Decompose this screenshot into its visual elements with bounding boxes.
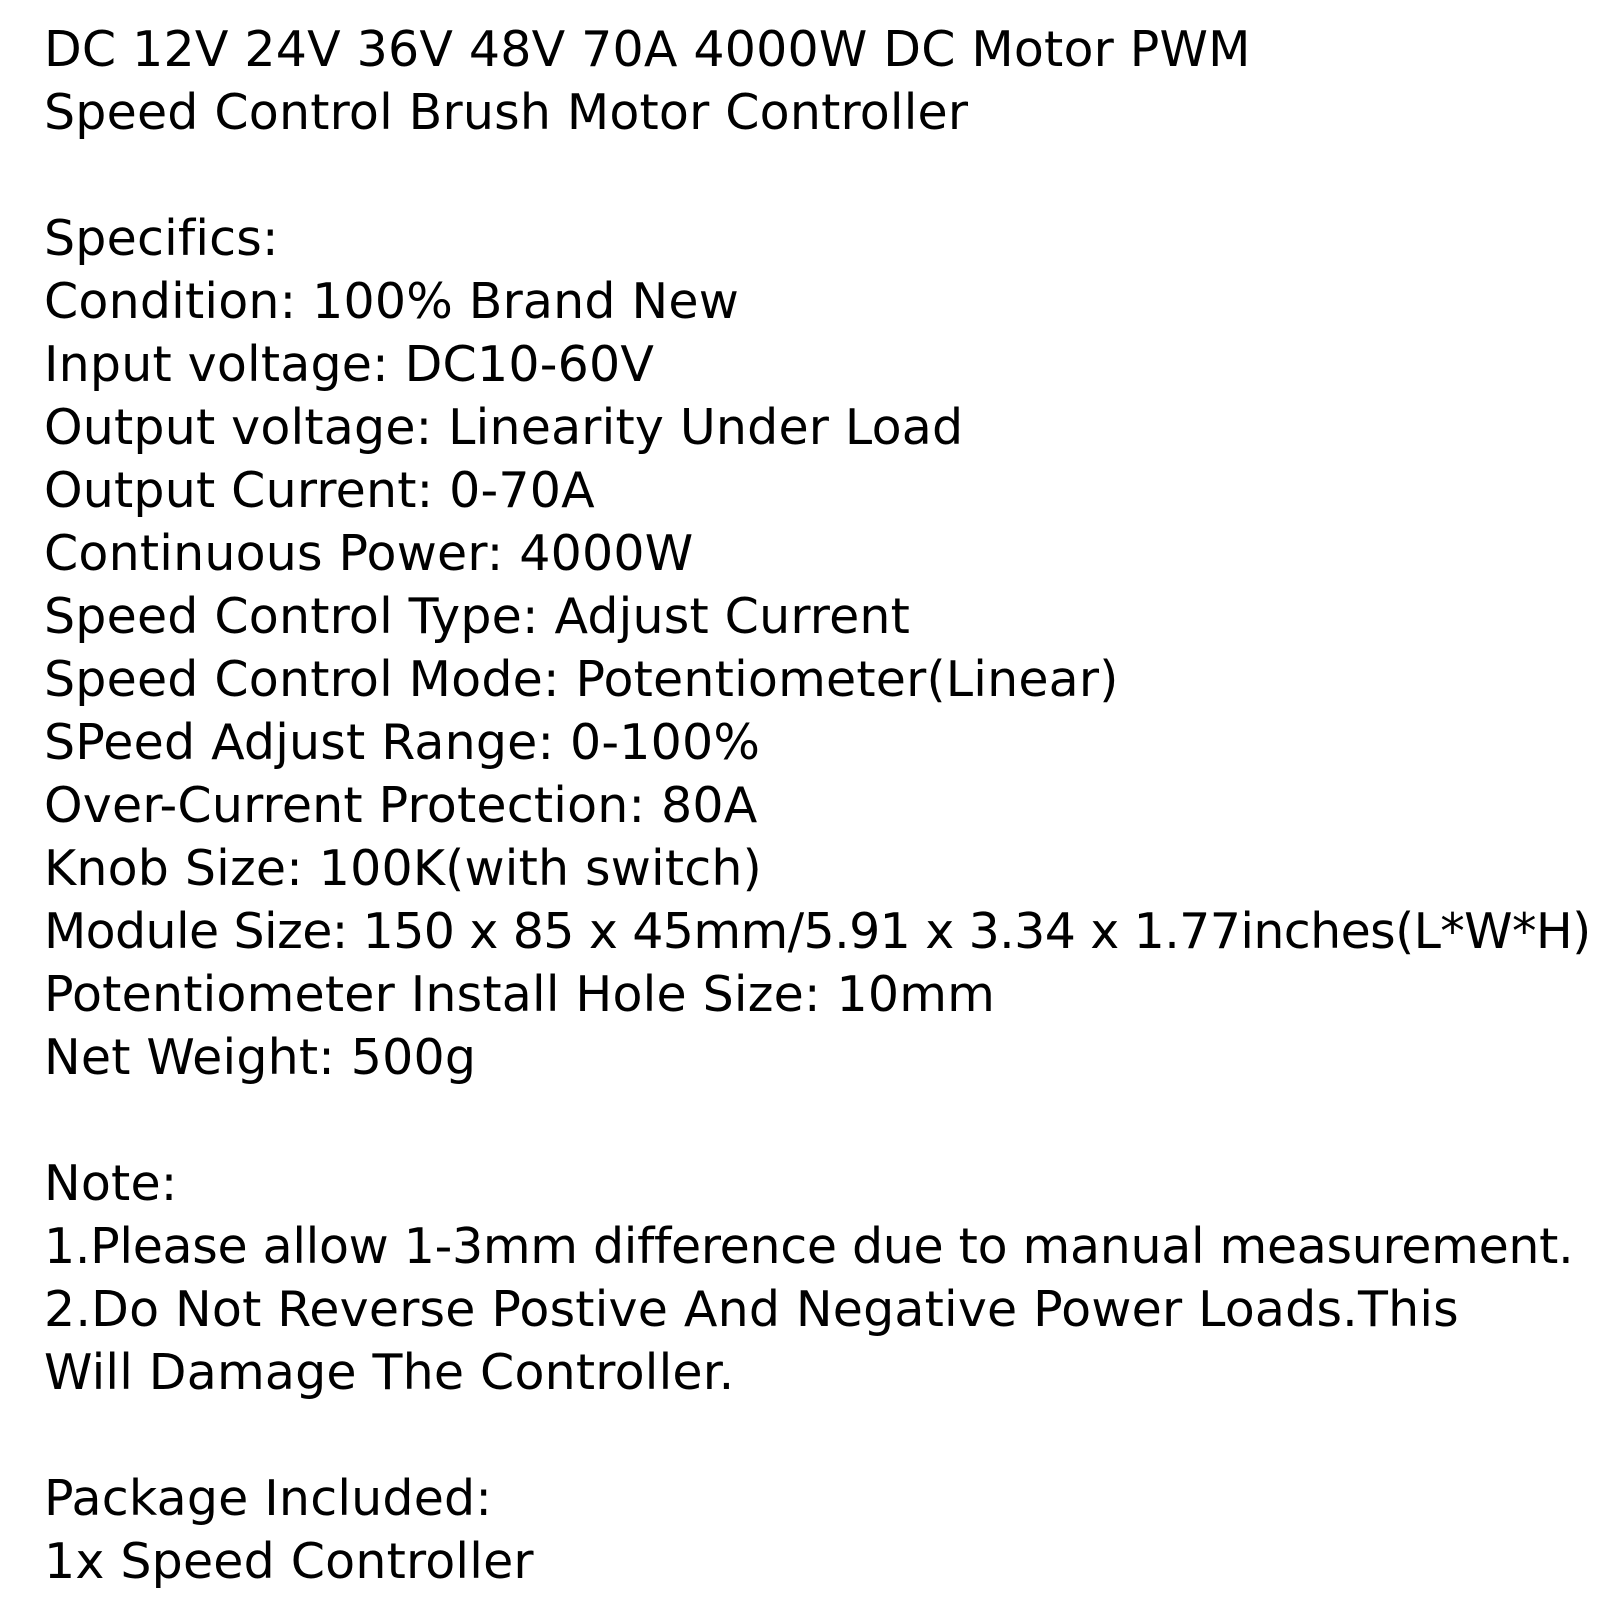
- spec-input-voltage: Input voltage: DC10-60V: [44, 336, 655, 393]
- spec-speed-adjust-range: SPeed Adjust Range: 0-100%: [44, 714, 761, 771]
- spec-condition: Condition: 100% Brand New: [44, 273, 739, 330]
- note-item-2: 2.Do Not Reverse Postive And Negative Power Loads.This Will Damage The Controller.: [44, 1281, 1459, 1401]
- spec-continuous-power: Continuous Power: 4000W: [44, 525, 694, 582]
- spacer: [44, 1404, 1584, 1467]
- product-description: [44, 18, 1591, 1593]
- spacer: [44, 1089, 1584, 1152]
- spec-speed-control-type: Speed Control Type: Adjust Current: [44, 588, 911, 645]
- note-heading: Note:: [44, 1155, 178, 1212]
- spacer: [44, 144, 1584, 207]
- spec-install-hole-size: Potentiometer Install Hole Size: 10mm: [44, 966, 996, 1023]
- product-title: DC 12V 24V 36V 48V 70A 4000W DC Motor PWM Speed Control Brush Motor Controller: [44, 21, 1251, 141]
- spec-speed-control-mode: Speed Control Mode: Potentiometer(Linear): [44, 651, 1119, 708]
- package-item-1: 1x Speed Controller: [44, 1533, 534, 1590]
- spec-net-weight: Net Weight: 500g: [44, 1029, 477, 1086]
- spec-output-current: Output Current: 0-70A: [44, 462, 595, 519]
- spec-output-voltage: Output voltage: Linearity Under Load: [44, 399, 964, 456]
- specifics-heading: Specifics:: [44, 210, 279, 267]
- spec-over-current-protection: Over-Current Protection: 80A: [44, 777, 758, 834]
- package-heading: Package Included:: [44, 1470, 493, 1527]
- note-item-1: 1.Please allow 1-3mm difference due to manual measurement.: [44, 1218, 1574, 1275]
- spec-knob-size: Knob Size: 100K(with switch): [44, 840, 762, 897]
- spec-module-size: Module Size: 150 x 85 x 45mm/5.91 x 3.34 x 1.77inches(L*W*H): [44, 903, 1591, 960]
